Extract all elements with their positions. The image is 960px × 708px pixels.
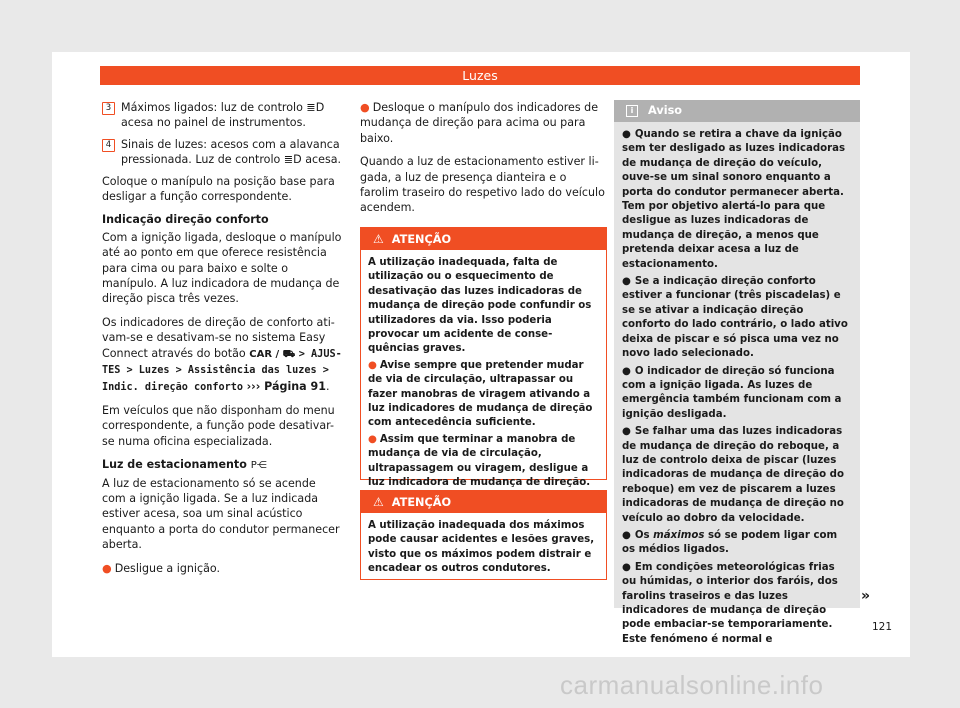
warning-triangle-icon: ⚠ [373,232,384,246]
note-box [614,100,860,645]
continue-arrow-icon: » [861,588,871,604]
note-bullet [622,275,852,361]
page-number: 121 [872,621,893,633]
warning-text: A utilização inadequada dos máximos pode causar acidentes e lesões graves, visto que os máximos podem distrair e encadear os outros condutores. [368,520,595,575]
watermark: carmanualsonline.info [560,670,824,700]
note-bullet-text: Os [634,529,650,541]
item-text: Sinais de luzes: acesos com a alavanca pressionada. Luz de controlo ≣D acesa. [121,137,342,167]
note-title: Aviso [648,104,683,117]
warning-title: ATENÇÃO [391,496,452,509]
paragraph [102,315,342,395]
bullet-text: Desligue a ignição. [114,561,221,575]
page-title: Luzes [100,66,860,85]
note-bullet-text: Quando se retira a chave da ignição sem ter desligado as luzes indicadoras de mudança de direção do veículo, ouve-se um sinal sonoro enquanto a porta do condutor permanecer aberta. Tem por objetivo alertá-lo para que desligue as luzes indicadoras de mudança de direção, a menos que pretenda deixar acesa a luz de estacionamento. [622,129,846,270]
parking-light-icon: P⋲ [250,460,267,472]
warning-bullet-text: Assim que terminar a manobra de mudança de via de circulação, ultrapassagem ou viragem, desligue a luz indicadora de mudança de direção. [368,433,591,489]
paragraph: Em veículos que não disponham do menu correspondente, a função pode desativar-se numa oficina especializada. [102,403,335,448]
note-bullet-text: Em condições meteorológicas frias ou húmidas, o interior dos faróis, dos farolins traseiros e das luzes indicadores de mudança de direção pode embaciar-se temporariamente. Este fenómeno é normal e [622,561,838,645]
note-bullet-text: Se falhar uma das luzes indicadoras de mudança de direção do reboque, a luz de controlo deixa de piscar (luzes indicadoras de mudança de direção do reboque) em vez de piscarem a luzes indicadoras de mudança de direção no veículo ao dobro da velocidade. [622,426,844,524]
warning-box [360,490,607,580]
list-item [102,100,342,131]
warning-body [361,513,606,585]
paragraph: Quando a luz de estacionamento estiver ligada, a luz de presença dianteira e o farolim traseiro do respetivo lado do veículo acendem. [360,155,605,215]
warning-text: A utilização inadequada, falta de utilização ou o esquecimento de desativação das luzes indicadoras de mudança de direção pode confundir os utilizadores da via. Isso poderia provocar um acidente de consequências graves. [368,257,592,355]
warning-triangle-icon: ⚠ [373,495,384,509]
paragraph-end: . [325,379,330,393]
section-heading: Indicação direção conforto [102,213,269,227]
note-emphasis: máximos [653,529,705,541]
warning-body [361,250,606,499]
paragraph: Com a ignição ligada, desloque o manípulo até ao ponto em que oferece resistência para cima ou para baixo e solte o manípulo. A luz indicadora de mudança de direção pisca três vezes. [102,230,342,306]
column-left [102,100,342,584]
warning-title: ATENÇÃO [391,233,452,246]
warning-header [361,228,606,250]
item-number: 3 [102,102,115,115]
bullet-icon: ● [360,101,370,114]
bullet-icon: ● [622,276,631,288]
bullet-icon: ● [102,561,112,575]
note-bullet-text: Se a indicação direção conforto estiver a funcionar (três piscadelas) e se se ativar a indicação direção conforto do lado contrário, o lado ativo deixa de piscar e só pisca uma vez no novo lado selecionado. [622,276,848,360]
note-bullet [622,425,852,526]
heading-text: Luz de estacionamento [102,458,247,472]
bullet-icon: ● [622,529,631,541]
item-text: Máximos ligados: luz de controlo ≣D acesa no painel de instrumentos. [121,101,325,130]
column-middle [360,100,605,224]
note-header [614,100,860,122]
info-icon: i [626,105,638,117]
bullet-icon: ● [622,365,631,377]
bullet-icon: ● [622,129,631,140]
note-bullet [622,529,852,558]
warning-bullet [368,433,599,491]
warning-header [361,491,606,513]
list-item [102,137,342,168]
bullet-icon: ● [368,433,377,445]
note-bullet [622,365,852,423]
bullet-icon: ● [368,359,377,371]
warning-bullet [368,359,599,431]
note-bullet [622,561,852,647]
item-number: 4 [102,139,115,152]
section-heading [102,457,342,473]
bullet-item [102,561,342,576]
note-bullet [622,128,852,272]
note-bullet-text: O indicador de direção só funciona com a ignição ligada. As luzes de emergência também funcionam com a ignição desligada. [622,365,842,420]
paragraph-text: Os indicadores de direção de conforto ativam-se e desativam-se no sistema Easy Connect através do botão [102,315,335,360]
warning-bullet-text: Avise sempre que pretender mudar de via de circulação, ultrapassar ou fazer manobras de viragem ativando a luz indicadores de mudança de direção com antecedência suficiente. [368,359,593,429]
bullet-icon: ● [622,561,631,573]
note-bullet-text: só se podem ligar com os médios ligados. [622,529,838,556]
car-menu-icon: CAR / ⛟ [249,348,296,360]
bullet-text: Desloque o manípulo dos indicadores de mudança de direção para acima ou para baixo. [360,101,599,145]
page-reference-link[interactable]: ››› Página 91 [246,379,326,393]
paragraph: Coloque o manípulo na posição base para desligar a função correspondente. [102,174,335,204]
paragraph: A luz de estacionamento só se acende com a ignição ligada. Se a luz indicada estiver acesa, soa um sinal acústico enquanto a porta do condutor permanecer aberta. [102,476,340,552]
bullet-icon: ● [622,426,631,438]
menu-path: > AJUSTES > Luzes > Assistência das luzes > Indic. direção conforto [102,348,342,393]
bullet-item [360,100,605,146]
note-body [614,122,860,647]
warning-box [360,227,607,489]
